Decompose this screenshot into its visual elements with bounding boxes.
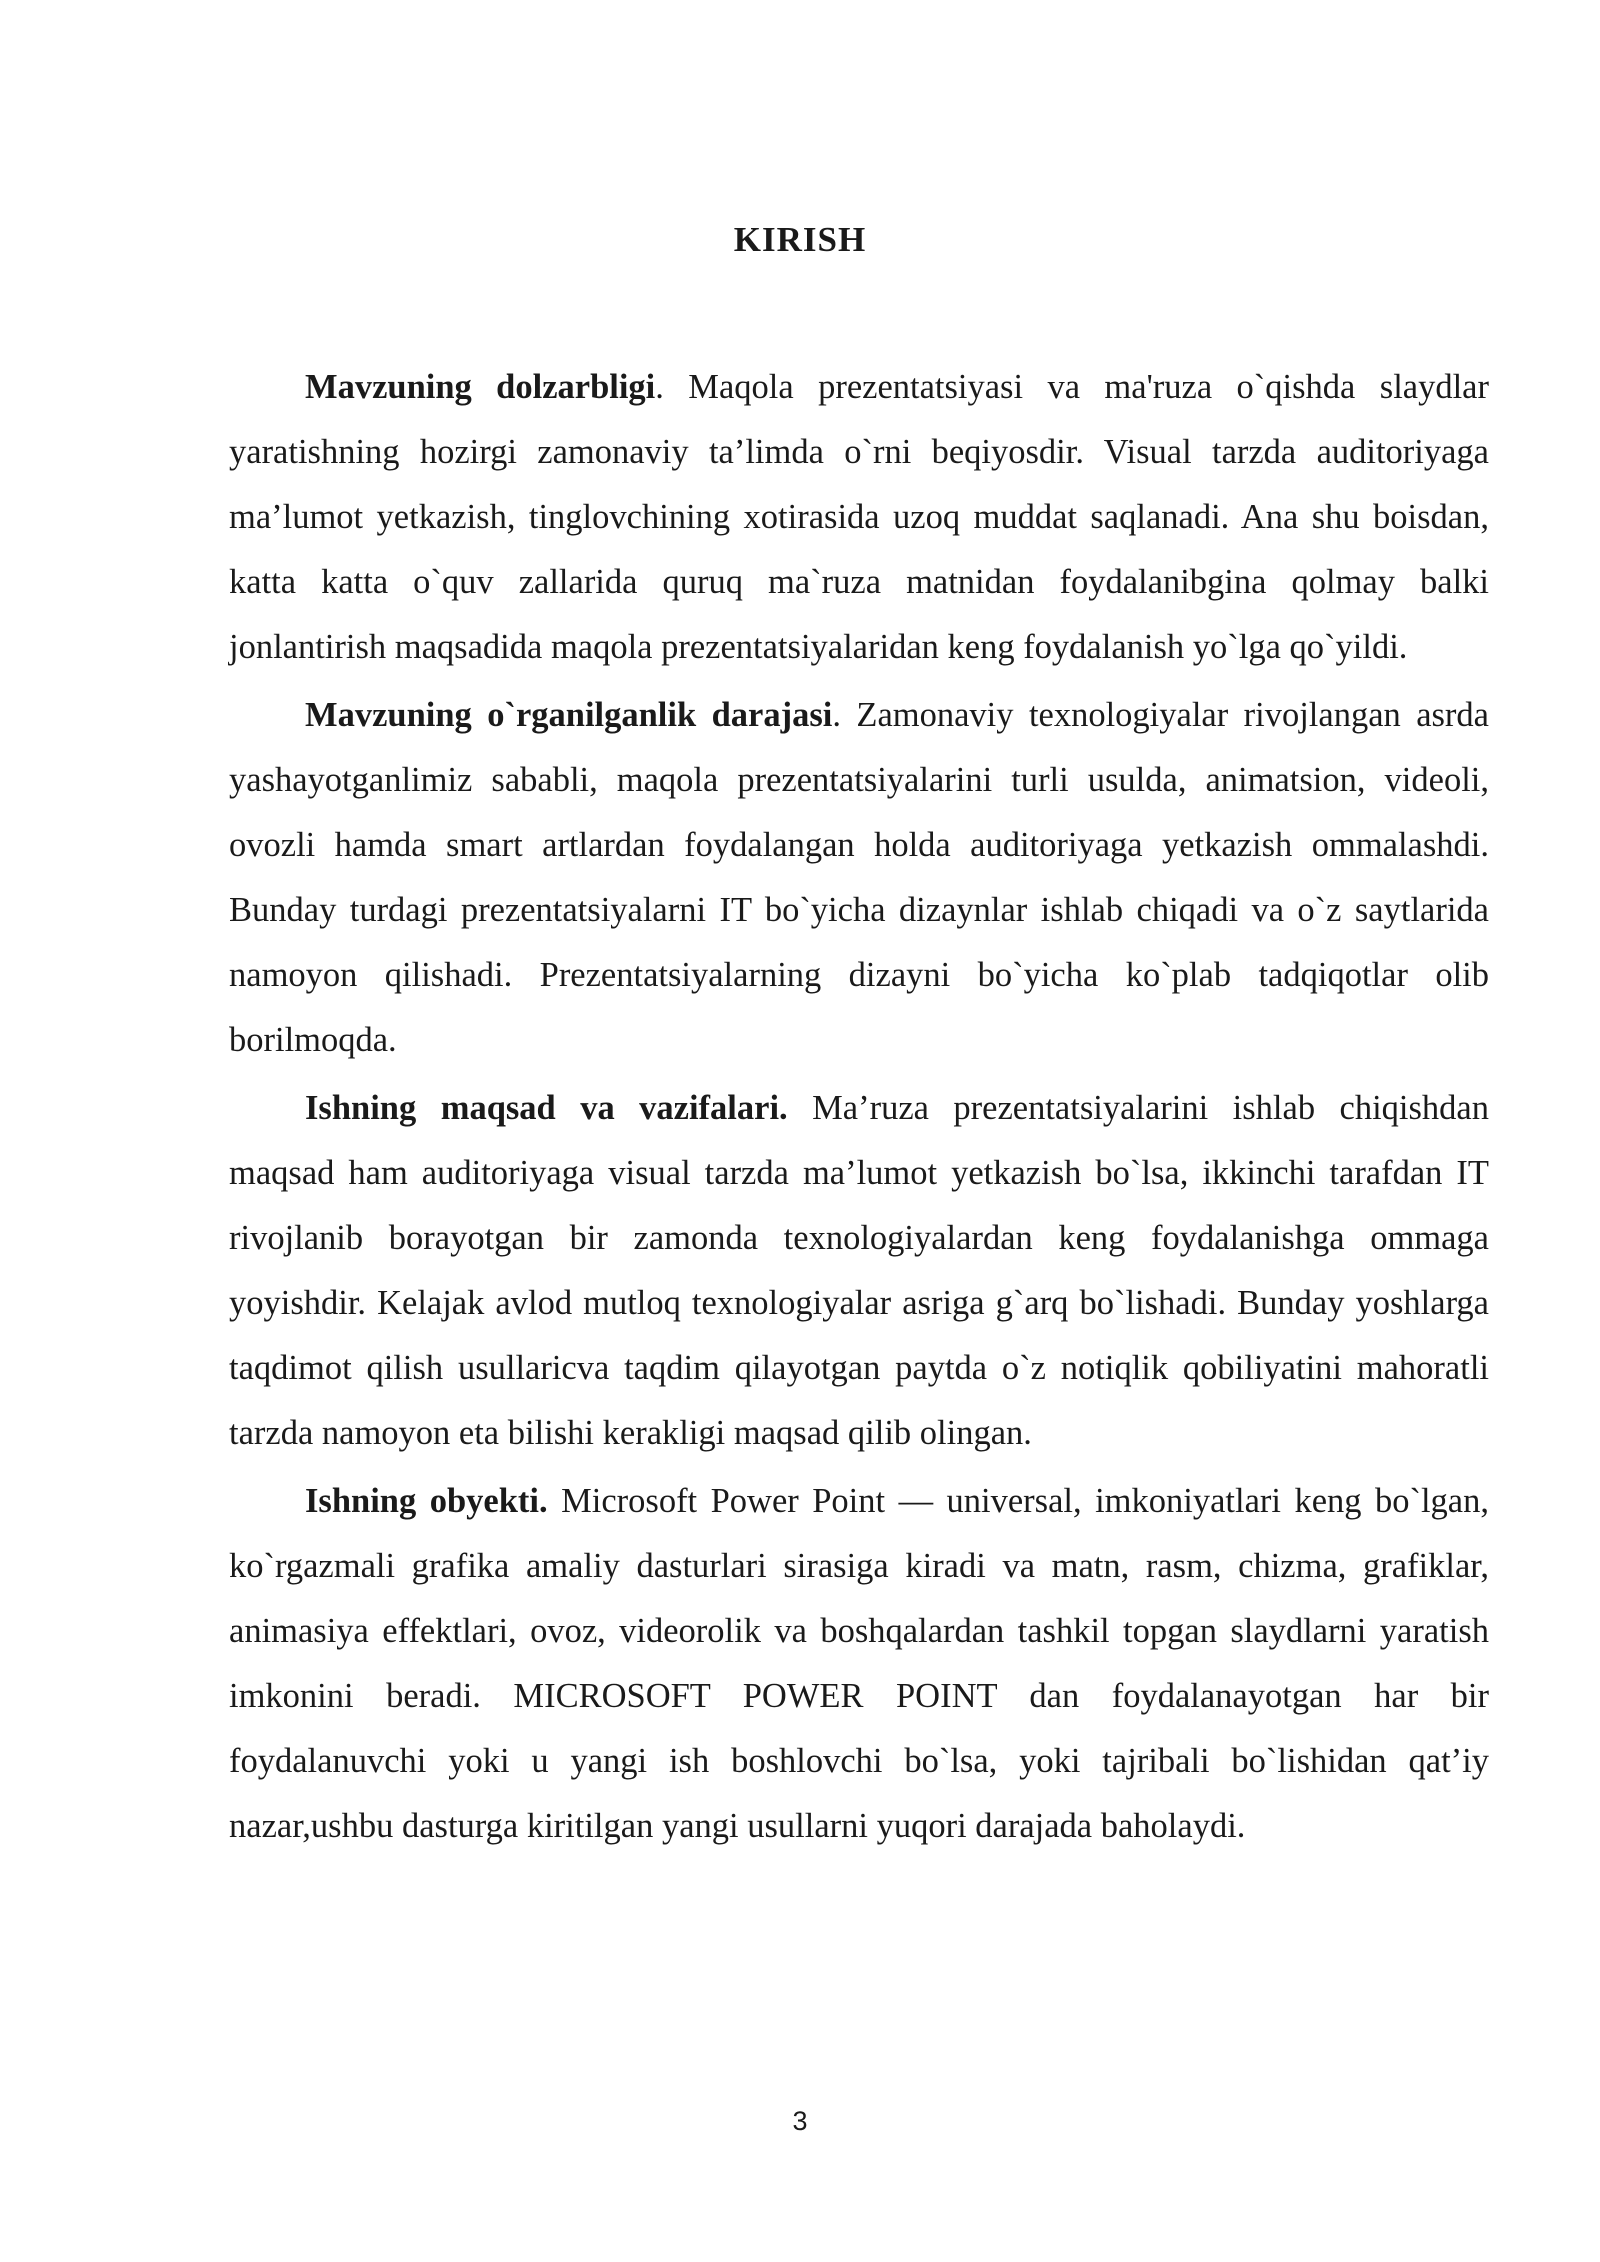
- paragraph-heading: Ishning maqsad va vazifalari.: [305, 1089, 788, 1127]
- paragraph-relevance: [229, 355, 1489, 680]
- document-body: [229, 355, 1489, 1862]
- paragraph-object: [229, 1469, 1489, 1859]
- paragraph-goals: [229, 1076, 1489, 1466]
- paragraph-heading: Mavzuning dolzarbligi: [305, 368, 656, 406]
- page-title: KIRISH: [733, 220, 867, 259]
- paragraph-text: . Maqola prezentatsiyasi va ma'ruza o`qishda slaydlar yaratishning hozirgi zamonaviy ta’limda o`rni beqiyosdir. Visual tarzda auditoriyaga ma’lumot yetkazish, tinglovchining xotirasida uzoq muddat saqlanadi. Ana shu boisdan, katta katta o`quv zallarida quruq ma`ruza matnidan foydalanibgina qolmay balki jonlantirish maqsadida maqola prezentatsiyalaridan keng foydalanish yo`lga qo`yildi.: [229, 368, 1489, 666]
- paragraph-text: Microsoft Power Point — universal, imkoniyatlari keng bo`lgan, ko`rgazmali grafika amaliy dasturlari sirasiga kiradi va matn, rasm, chizma, grafiklar, animasiya effektlari, ovoz, videorolik va boshqalardan tashkil topgan slaydlarni yaratish imkonini beradi. MICROSOFT POWER POINT dan foydalanayotgan har bir foydalanuvchi yoki u yangi ish boshlovchi bo`lsa, yoki tajribali bo`lishidan qat’iy nazar,ushbu dasturga kiritilgan yangi usullarni yuqori darajada baholaydi.: [229, 1482, 1489, 1845]
- page-number: 3: [792, 2106, 808, 2136]
- paragraph-heading: Mavzuning o`rganilganlik darajasi: [305, 696, 833, 734]
- paragraph-heading: Ishning obyekti.: [305, 1482, 548, 1520]
- paragraph-text: . Zamonaviy texnologiyalar rivojlangan asrda yashayotganlimiz sababli, maqola prezentatsiyalarini turli usulda, animatsion, videoli, ovozli hamda smart artlardan foydalangan holda auditoriyaga yetkazish ommalashdi. Bunday turdagi prezentatsiyalarni IT bo`yicha dizaynlar ishlab chiqadi va o`z saytlarida namoyon qilishadi. Prezentatsiyalarning dizayni bo`yicha ko`plab tadqiqotlar olib borilmoqda.: [229, 696, 1489, 1059]
- paragraph-study-level: [229, 683, 1489, 1073]
- paragraph-text: Ma’ruza prezentatsiyalarini ishlab chiqishdan maqsad ham auditoriyaga visual tarzda ma’lumot yetkazish bo`lsa, ikkinchi tarafdan IT rivojlanib borayotgan bir zamonda texnologiyalardan keng foydalanishga ommaga yoyishdir. Kelajak avlod mutloq texnologiyalar asriga g`arq bo`lishadi. Bunday yoshlarga taqdimot qilish usullaricva taqdim qilayotgan paytda o`z notiqlik qobiliyatini mahoratli tarzda namoyon eta bilishi kerakligi maqsad qilib olingan.: [229, 1089, 1489, 1452]
